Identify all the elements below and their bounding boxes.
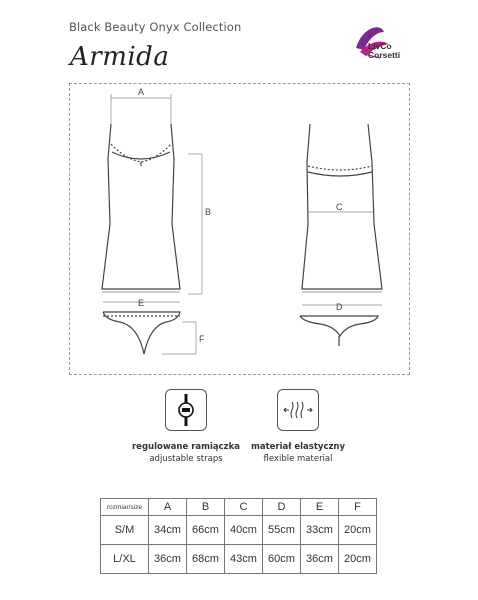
feature-adjustable-straps: regulowane ramiączka adjustable straps — [131, 442, 241, 464]
size-cell: 20cm — [339, 516, 377, 545]
size-header-cell: D — [263, 499, 301, 516]
size-table — [100, 498, 377, 574]
size-cell: 68cm — [187, 545, 225, 574]
dim-label-c: C — [336, 202, 343, 212]
size-cell: 43cm — [225, 545, 263, 574]
size-header-cell: rozmiar/size — [101, 499, 149, 516]
size-header-cell: F — [339, 499, 377, 516]
size-header-cell: E — [301, 499, 339, 516]
feature-flexible-material: materiał elastyczny flexible material — [250, 442, 346, 464]
size-cell: 55cm — [263, 516, 301, 545]
flexible-material-icon — [277, 389, 319, 431]
size-header-cell: C — [225, 499, 263, 516]
table-row — [101, 545, 377, 574]
size-cell: 34cm — [149, 516, 187, 545]
dim-label-a: A — [138, 87, 145, 97]
size-cell: S/M — [101, 516, 149, 545]
size-cell: L/XL — [101, 545, 149, 574]
model-name: Armida — [70, 42, 170, 72]
front-thong-outline — [103, 312, 180, 354]
size-cell: 33cm — [301, 516, 339, 545]
brand-logo — [350, 18, 430, 62]
size-header-cell: B — [187, 499, 225, 516]
dim-label-b: B — [205, 207, 212, 217]
size-cell: 60cm — [263, 545, 301, 574]
table-row — [101, 516, 377, 545]
logo-text: LivCo Corsetti — [368, 41, 401, 60]
size-table-header — [101, 499, 377, 516]
size-cell: 40cm — [225, 516, 263, 545]
measurement-diagram — [69, 83, 410, 375]
front-chemise-outline — [102, 124, 180, 289]
size-cell: 20cm — [339, 545, 377, 574]
collection-title: Black Beauty Onyx Collection — [69, 20, 242, 34]
size-header-cell: A — [149, 499, 187, 516]
dim-label-f: F — [199, 334, 205, 344]
size-cell: 36cm — [301, 545, 339, 574]
size-cell: 36cm — [149, 545, 187, 574]
dim-label-e: E — [138, 298, 145, 308]
chemise-diagram — [70, 84, 411, 376]
adjustable-strap-icon — [165, 389, 207, 431]
dim-label-d: D — [336, 302, 343, 312]
back-thong-outline — [300, 316, 378, 336]
size-cell: 66cm — [187, 516, 225, 545]
